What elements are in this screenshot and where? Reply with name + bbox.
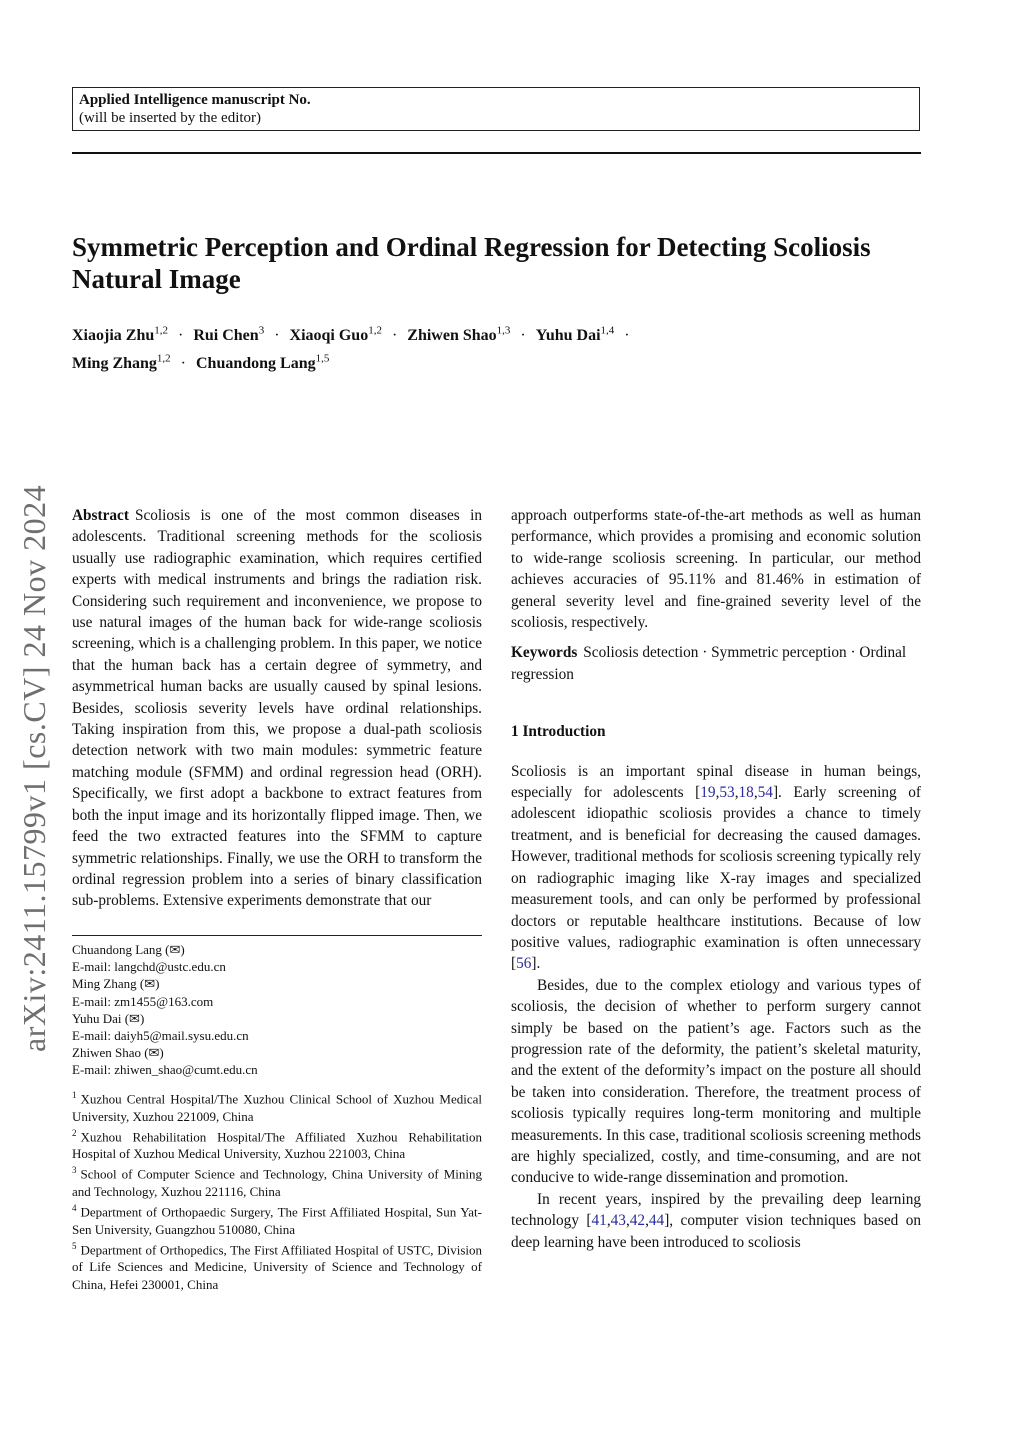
citation-link[interactable]: 53 (719, 784, 735, 802)
author-separator: · (178, 327, 184, 345)
author-line-1 (72, 320, 932, 347)
journal-header-box (72, 87, 920, 131)
author-line-2 (72, 347, 932, 374)
author: Ming Zhang$^{1,2}$ (72, 352, 171, 372)
right-column (511, 505, 921, 1253)
citation-link[interactable]: 43 (610, 1212, 626, 1230)
contact-name: Chuandong Lang (✉) (72, 942, 185, 957)
contact-list (72, 941, 482, 1079)
author: Xiaoqi Guo$^{1,2}$ (289, 325, 382, 345)
author-separator: · (624, 327, 630, 345)
title-line-1: Symmetric Perception and Ordinal Regression for Detecting Scoliosis (72, 232, 871, 262)
intro-paragraph-2: Besides, due to the complex etiology and various types of scoliosis, the decision of whether to perform surgery cannot simply be based on the patient’s age. Factors such as the progression rate of the deformity, the patient’s skeletal maturity, and the extent of the deformity’s impact on the posture all should be taken into consideration. Therefore, the treatment process of scoliosis typically requires long-term monitoring and multiple measurements. In this case, traditional scoliosis screening methods are highly specialized, costly, and time-consuming, and are not conducive to wide-range dissemination and promotion. (511, 976, 921, 1187)
author: Xiaojia Zhu$^{1,2}$ (72, 325, 168, 345)
journal-line: Applied Intelligence manuscript No. (79, 92, 311, 108)
author-list (72, 320, 932, 375)
contact-email[interactable]: E-mail: daiyh5@mail.sysu.edu.cn (72, 1028, 249, 1044)
abstract-label: Abstract (72, 507, 129, 524)
affiliation: $^1$ Xuzhou Central Hospital/The Xuzhou Clinical School of Xuzhou Medical University, Xuzhou 221009, China (72, 1090, 482, 1124)
citation-link[interactable]: 41 (591, 1212, 607, 1230)
affiliation: $^4$ Department of Orthopaedic Surgery, The First Affiliated Hospital, Sun Yat-Sen University, Guangzhou 510080, China (72, 1203, 482, 1237)
editor-note: (will be inserted by the editor) (79, 110, 262, 126)
intro-paragraph-3: In recent years, inspired by the prevailing deep learning technology [41,43,42,44], computer vision techniques based on deep learning have been introduced to scoliosis (511, 1190, 922, 1251)
affiliation: $^3$ School of Computer Science and Technology, China University of Mining and Technology, Xuzhou 221116, China (72, 1165, 482, 1199)
citation-link[interactable]: 56 (516, 955, 532, 973)
section-heading: 1 Introduction (511, 723, 606, 741)
intro-paragraph-1: Scoliosis is an important spinal disease in human beings, especially for adolescents [19,53,18,54]. Early screening of adolescent idiopathic scoliosis provides a chance to timely treatment, and is beneficial for decreasing the caused damages. However, traditional methods for scoliosis screening typically rely on radiographic imaging like X-ray images and specialized measurement tools, and can only be performed by professional doctors or reputable healthcare institutions. Because of low positive values, radiographic examination is often unnecessary [56]. (511, 762, 921, 973)
abstract (72, 505, 482, 912)
abstract-continuation: approach outperforms state-of-the-art methods as well as human performance, which provides a promising and economic solution to wide-range scoliosis screening. In particular, our method achieves accuracies of 95.11% and 81.46% in estimation of general severity level and fine-grained severity level of the scoliosis, respectively. (511, 507, 921, 632)
contact-email[interactable]: E-mail: zm1455@163.com (72, 993, 214, 1009)
citation-link[interactable]: 18 (738, 784, 754, 802)
author: Rui Chen$^3$ (193, 325, 265, 345)
affiliation-list (72, 1087, 482, 1293)
contact-name: Yuhu Dai (✉) (72, 1010, 145, 1026)
author: Yuhu Dai$^{1,4}$ (535, 325, 615, 345)
author-separator: · (180, 354, 186, 372)
footnote-rule (72, 935, 482, 936)
abstract-text: Scoliosis is one of the most common diseases in adolescents. Traditional screening methods for the scoliosis usually use radiographic examination, which requires certified experts with medical instruments and brings the radiation risk. Considering such requirement and inconvenience, we propose to use natural images of the human back for wide-range scoliosis screening, which is a challenging problem. In this paper, we notice that the human back has a certain degree of symmetry, and asymmetrical human backs are usually caused by spinal lesions. Besides, scoliosis severity levels have ordinal relationships. Taking inspiration from this, we propose a dual-path scoliosis detection network with two main modules: symmetric feature matching module (SFMM) and ordinal regression head (ORH). Specifically, we first adopt a backbone to extract features from both the input image and its horizontally flipped image. Then, we feed the two extracted features into the SFMM to capture symmetric relationships. Finally, we use the ORH to transform the ordinal regression problem into a series of binary classification sub-problems. Extensive experiments demonstrate that our (72, 507, 482, 910)
contact-email[interactable]: E-mail: langchd@ustc.edu.cn (72, 959, 226, 975)
title-line-2: Natural Image (72, 264, 241, 294)
author-separator: · (274, 327, 280, 345)
citation-link[interactable]: 54 (757, 784, 773, 802)
author-separator: · (520, 327, 526, 345)
contact-name: Zhiwen Shao (✉) (72, 1045, 164, 1061)
affiliation: $^5$ Department of Orthopedics, The First Affiliated Hospital of USTC, Division of Life Sciences and Medicine, University of Science and Technology of China, Hefei 230001, China (72, 1240, 482, 1292)
citation-link[interactable]: 19 (700, 784, 716, 802)
keywords (511, 642, 921, 685)
citation-link[interactable]: 44 (648, 1212, 665, 1230)
citation-link[interactable]: 42 (629, 1212, 646, 1230)
contact-name: Ming Zhang (✉) (72, 976, 160, 992)
paper-title (72, 231, 932, 295)
affiliation: $^2$ Xuzhou Rehabilitation Hospital/The Affiliated Xuzhou Rehabilitation Hospital of Xuzhou Medical University, Xuzhou 221003, China (72, 1127, 482, 1162)
keywords-label: Keywords (511, 644, 578, 662)
arxiv-stamp: arXiv:2411.15799v1 [cs.CV] 24 Nov 2024 (16, 484, 52, 1052)
header-rule (72, 152, 921, 154)
author-separator: · (391, 327, 398, 345)
keywords-text: Scoliosis detection · Symmetric perception · Ordinal regression (511, 644, 907, 683)
contact-email[interactable]: E-mail: zhiwen_shao@cumt.edu.cn (72, 1062, 258, 1078)
author: Zhiwen Shao$^{1,3}$ (407, 325, 511, 345)
left-column (72, 505, 482, 912)
author: Chuandong Lang$^{1,5}$ (196, 352, 330, 372)
